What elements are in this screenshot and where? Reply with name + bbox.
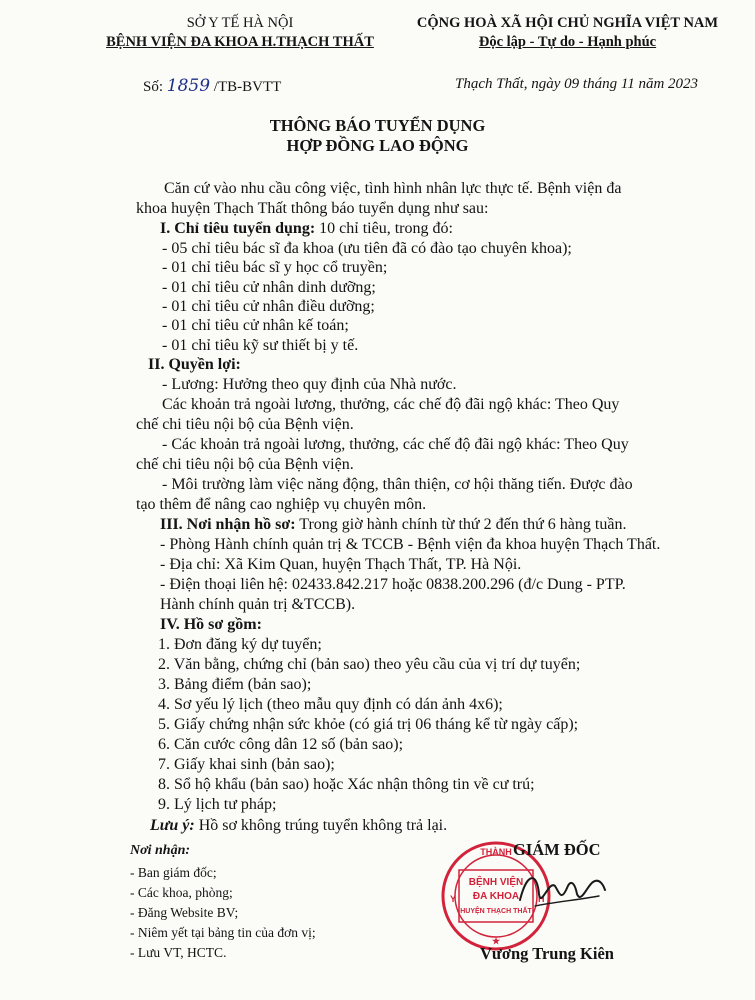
section-2-line: - Môi trường làm việc năng động, thân thiện, cơ hội thăng tiến. Được đào [162, 476, 633, 493]
section-1-item: - 05 chỉ tiêu bác sĩ đa khoa (ưu tiên đã có đào tạo chuyên khoa); [162, 240, 572, 257]
signer-title: GIÁM ĐỐC [513, 840, 601, 859]
stamp-line-3: HUYỆN THẠCH THẤT [460, 908, 532, 915]
doc-subtitle: HỢP ĐỒNG LAO ĐỘNG [286, 136, 469, 155]
national-motto: Độc lập - Tự do - Hạnh phúc [478, 34, 657, 50]
section-4-item: 6. Căn cước công dân 12 số (bản sao); [158, 736, 404, 753]
number-prefix: Số: [143, 79, 164, 95]
section-1-item: - 01 chỉ tiêu kỹ sư thiết bị y tế. [162, 337, 359, 354]
section-2-line: - Các khoản trả ngoài lương, thưởng, các chế độ đãi ngộ khác: Theo Quy [162, 436, 629, 453]
svg-text:Y: Y [450, 894, 457, 904]
svg-text:★: ★ [491, 936, 501, 946]
section-1-item: - 01 chỉ tiêu cử nhân dinh dưỡng; [162, 279, 376, 296]
section-1-heading: I. Chỉ tiêu tuyển dụng: 10 chỉ tiêu, trong đó: [160, 220, 453, 237]
stamp-line-2: ĐA KHOA [472, 891, 520, 902]
note-line: Lưu ý: Hồ sơ không trúng tuyển không trả lại. [150, 817, 448, 834]
section-4-item: 4. Sơ yếu lý lịch (theo mẫu quy định có dán ảnh 4x6); [158, 696, 503, 713]
section-1-item: - 01 chỉ tiêu cử nhân điều dưỡng; [162, 298, 375, 315]
intro-line-1: Căn cứ vào nhu cầu công việc, tình hình nhân lực thực tế. Bệnh viện đa [164, 180, 622, 197]
recipient-item: - Đăng Website BV; [130, 905, 239, 920]
recipient-item: - Ban giám đốc; [130, 865, 217, 880]
handwritten-number: 1859 [166, 76, 211, 96]
doc-title: THÔNG BÁO TUYỂN DỤNG [269, 116, 486, 135]
stamp-ring-text: THÀNH [480, 847, 512, 857]
section-3-line: - Địa chỉ: Xã Kim Quan, huyện Thạch Thất, TP. Hà Nội. [160, 556, 522, 573]
section-3-line: - Phòng Hành chính quản trị & TCCB - Bệnh viện đa khoa huyện Thạch Thất. [160, 536, 661, 553]
section-2-line: Các khoản trả ngoài lương, thưởng, các chế độ đãi ngộ khác: Theo Quy [162, 396, 620, 413]
section-4-item: 9. Lý lịch tư pháp; [158, 796, 277, 813]
national-title: CỘNG HOÀ XÃ HỘI CHỦ NGHĨA VIỆT NAM [416, 15, 719, 31]
section-4-item: 7. Giấy khai sinh (bản sao); [158, 756, 335, 773]
section-1-item: - 01 chỉ tiêu bác sĩ y học cổ truyền; [162, 259, 388, 276]
recipient-item: - Lưu VT, HCTC. [130, 945, 227, 960]
issuer-parent: SỞ Y TẾ HÀ NỘI [186, 15, 294, 31]
signer-name: Vương Trung Kiên [480, 944, 614, 963]
section-2-line: chế chi tiêu nội bộ của Bệnh viện. [136, 456, 354, 473]
number-suffix: /TB-BVTT [213, 79, 282, 95]
section-2-line: tạo thêm để nâng cao nghiệp vụ chuyên môn. [136, 496, 427, 513]
section-4-heading: IV. Hồ sơ gồm: [160, 616, 262, 633]
issuer-name: BỆNH VIỆN ĐA KHOA H.THẠCH THẤT [106, 34, 374, 50]
recipients-block [130, 843, 316, 963]
svg-text:H: H [538, 894, 545, 904]
section-2-line: - Lương: Hưởng theo quy định của Nhà nước. [162, 376, 457, 393]
recipients-heading: Nơi nhận: [130, 843, 191, 858]
section-4-item: 1. Đơn đăng ký dự tuyển; [158, 636, 322, 653]
section-3-line: - Điện thoại liên hệ: 02433.842.217 hoặc 0838.200.296 (đ/c Dung - PTP. [160, 576, 626, 593]
issue-date: Thạch Thất, ngày 09 tháng 11 năm 2023 [455, 76, 699, 92]
section-4-item: 8. Sổ hộ khẩu (bản sao) hoặc Xác nhận thông tin về cư trú; [158, 776, 535, 793]
section-4-item: 5. Giấy chứng nhận sức khỏe (có giá trị 06 tháng kể từ ngày cấp); [158, 716, 579, 733]
section-4-item: 3. Bảng điểm (bản sao); [158, 676, 312, 693]
section-1-item: - 01 chỉ tiêu cử nhân kế toán; [162, 317, 349, 334]
section-4-item: 2. Văn bằng, chứng chỉ (bản sao) theo yêu cầu của vị trí dự tuyển; [158, 656, 581, 673]
recipient-item: - Niêm yết tại bảng tin của đơn vị; [130, 925, 316, 940]
section-2-line: chế chi tiêu nội bộ của Bệnh viện. [136, 416, 354, 433]
stamp-line-1: BỆNH VIỆN [468, 877, 524, 888]
section-3-line: Hành chính quản trị &TCCB). [160, 596, 356, 613]
section-2-heading: II. Quyền lợi: [148, 356, 241, 373]
section-3-heading: III. Nơi nhận hồ sơ: Trong giờ hành chính từ thứ 2 đến thứ 6 hàng tuần. [160, 516, 627, 533]
recipient-item: - Các khoa, phòng; [130, 885, 233, 900]
handwritten-signature [515, 860, 610, 920]
intro-line-2: khoa huyện Thạch Thất thông báo tuyển dụng như sau: [136, 200, 489, 217]
